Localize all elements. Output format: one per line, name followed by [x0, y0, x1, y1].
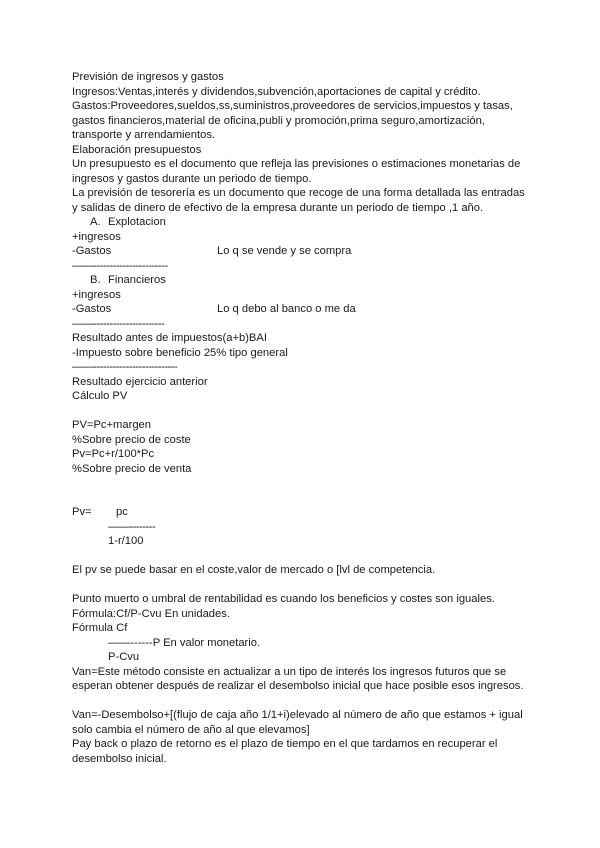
- document-page: [72, 70, 532, 766]
- pv-formula-1-note: %Sobre precio de coste: [72, 433, 191, 446]
- pv-formula-2: Pv=Pc+r/100*Pc: [72, 448, 155, 460]
- presupuesto-definition: Un presupuesto es el documento que refleja las previsiones o estimaciones monetarias de ingresos y gastos durante un periodo de tiempo.: [72, 158, 521, 185]
- impuesto-line: -Impuesto sobre beneficio 25% tipo general: [72, 346, 288, 359]
- fraction-denominator: 1-r/100: [108, 535, 144, 547]
- elaboracion-heading: Elaboración presupuestos: [72, 143, 202, 156]
- resultado-bai: Resultado antes de impuestos(a+b)BAI: [72, 332, 267, 344]
- section-a-note: Lo q se vende y se compra: [217, 245, 352, 257]
- heading: Previsión de ingresos y gastos: [72, 71, 224, 83]
- ingresos-line: Ingresos:Ventas,interés y dividendos,subvención,aportaciones de capital y crédito.: [72, 85, 481, 98]
- calculo-pv: Cálculo PV: [72, 390, 128, 402]
- section-b-title: B. Financieros: [90, 274, 166, 286]
- section-a-rule: ——-----------------------: [72, 259, 168, 272]
- pv-formula-1: PV=Pc+margen: [72, 419, 151, 431]
- pv-basis: El pv se puede basar en el coste,valor de mercado o [lvl de competencia.: [72, 564, 436, 576]
- section-a-title: A. Explotacion: [90, 216, 166, 228]
- van-definition: Van=Este método consiste en actualizar a un tipo de interés los ingresos futuros que se esperan obtener después de realizar el desembolso inicial que hace posible esos ingresos.: [72, 665, 524, 692]
- formula-1: Fórmula:Cf/P-Cvu En unidades.: [72, 607, 230, 620]
- section-b-plus: +ingresos: [72, 288, 121, 301]
- formula-2-bar: ——------P En valor monetario.: [108, 636, 261, 649]
- section-b-note: Lo q debo al banco o me da: [217, 303, 356, 315]
- section-a-plus: +ingresos: [72, 230, 121, 243]
- section-b-minus-row: -Gastos Lo q debo al banco o me da: [72, 303, 356, 315]
- fraction-bar: ——--------: [108, 520, 156, 533]
- van-formula: Van=-Desembolso+[(flujo de caja año 1/1+i)elevado al número de año que estamos + igual solo cambia el número de año al que elevamos]: [72, 709, 523, 736]
- tesoreria-definition: La previsión de tesorería es un documento que recoge de una forma detallada las entradas y salidas de dinero de efectivo de la empresa durante un periodo de tiempo ,1 año.: [72, 187, 525, 214]
- resultado-ejercicio: Resultado ejercicio anterior: [72, 375, 208, 388]
- formula-2: Fórmula Cf: [72, 622, 128, 634]
- fraction-numerator: Pv= pc: [72, 506, 128, 518]
- punto-muerto: Punto muerto o umbral de rentabilidad es cuando los beneficios y costes son iguales.: [72, 593, 495, 605]
- rule-3: ——--------------------------: [72, 361, 178, 373]
- gastos-line: Gastos:Proveedores,sueldos,ss,suministros,proveedores de servicios,impuestos y tasas, gastos financieros,material de oficina,publi y promoción,prima seguro,amortización, transporte y arrendamientos.: [72, 100, 513, 141]
- pv-formula-2-note: %Sobre precio de venta: [72, 462, 192, 475]
- formula-2-denominator: P-Cvu: [108, 651, 140, 663]
- payback-definition: Pay back o plazo de retorno es el plazo de tiempo en el que tardamos en recuperar el desembolso inicial.: [72, 738, 498, 765]
- section-a-minus-row: -Gastos Lo q se vende y se compra: [72, 245, 352, 257]
- section-b-rule: ——----------------------: [72, 317, 165, 330]
